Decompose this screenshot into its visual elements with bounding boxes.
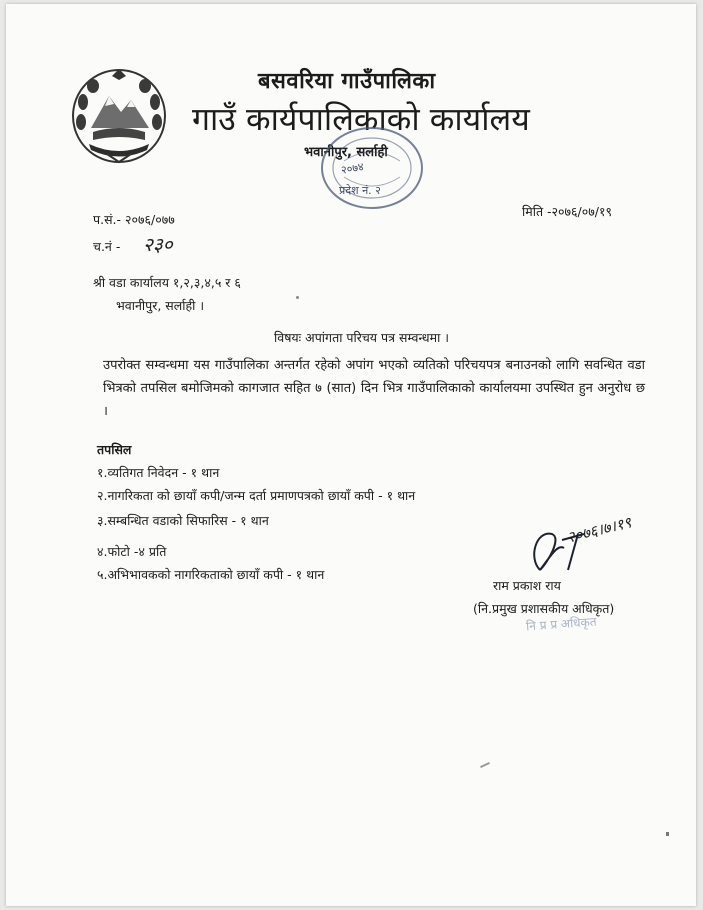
recipient-line-1: श्री वडा कार्यालय १,२,३,४,५ र ६	[93, 275, 241, 290]
list-item: ४.फोटो -४ प्रति	[97, 544, 167, 559]
signatory-designation: (नि.प्रमुख प्रशासकीय अधिकृत)	[473, 601, 615, 616]
scan-speck	[296, 296, 299, 299]
letter-page	[6, 4, 696, 906]
stamp-label: प्रदेश नं. २	[339, 184, 381, 197]
scan-speck	[480, 762, 490, 768]
office-stamp-icon	[319, 125, 425, 211]
reference-number: प.सं.- २०७६/०७७	[93, 212, 175, 227]
nepal-emblem-icon	[69, 66, 169, 166]
list-heading: तपसिल	[97, 442, 132, 457]
office-name: गाउँ कार्यपालिकाको कार्यालय	[192, 100, 530, 138]
list-item: २.नागरिकता को छायाँ कपी/जन्म दर्ता प्रमाणपत्रको छायाँ कपी - १ थान	[97, 488, 416, 503]
signature-date: २०७६।७।१९	[564, 513, 634, 547]
dispatch-label: च.नं -	[93, 239, 121, 254]
municipality-name: बसवरिया गाउँपालिका	[258, 69, 436, 94]
signatory-name: राम प्रकाश राय	[493, 578, 561, 593]
dispatch-number: २३०	[143, 234, 173, 256]
faint-stamp-note: नि प्र प्र अधिकृत	[525, 614, 598, 634]
list-item: ५.अभिभावकको नागरिकताको छायाँ कपी - १ थान	[97, 567, 325, 582]
letter-date: मिति -२०७६/०७/१९	[522, 204, 612, 219]
scan-speck	[666, 832, 669, 836]
subject-line: विषयः अपांगता परिचय पत्र सम्वन्धमा ।	[274, 330, 450, 345]
list-item: १.व्यतिगत निवेदन - १ थान	[97, 465, 220, 480]
body-paragraph: उपरोक्त सम्वन्धमा यस गाउँपालिका अन्तर्गत रहेको अपांग भएको व्यतिको परिचयपत्र बनाउनको लागि सवन्धित वडा भित्रको तपसिल बमोजिमको कागजात सहित ७ (सात) दिन भित्र गाउँपालिकाको कार्यालयमा उपस्थित हुन अनुरोध छ ।	[103, 358, 645, 419]
office-address: भवानीपुर, सर्लाही	[304, 145, 388, 160]
stamp-year: २०७४	[340, 160, 365, 177]
recipient-line-2: भवानीपुर, सर्लाही ।	[116, 298, 205, 313]
list-item: ३.सम्बन्धित वडाको सिफारिस - १ थान	[97, 513, 269, 528]
